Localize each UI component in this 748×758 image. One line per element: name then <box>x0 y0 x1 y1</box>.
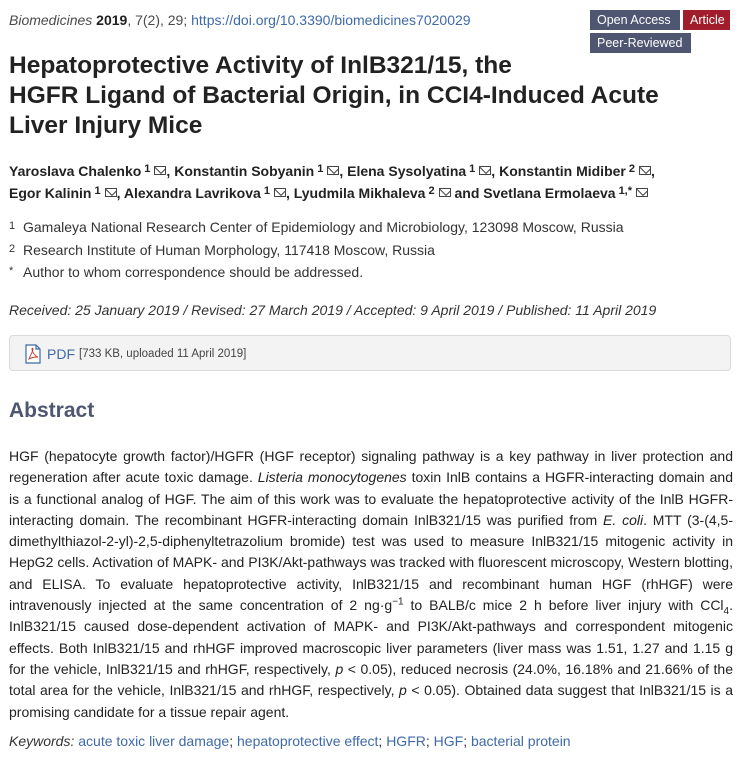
keywords-line: Keywords: acute toxic liver damage; hepatoprotective effect; HGFR; HGF; bacterial protein <box>9 733 571 749</box>
keyword-link[interactable]: hepatoprotective effect <box>237 733 379 749</box>
author[interactable]: Svetlana Ermolaeva $^{1,*}$ <box>483 185 648 201</box>
article-title <box>9 51 739 141</box>
email-icon[interactable] <box>636 188 648 197</box>
author[interactable]: Egor Kalinin $^1$ <box>9 185 117 201</box>
abstract-text: HGF (hepatocyte growth factor)/HGFR (HGF receptor) signaling pathway is a key pathway in liver protection and regeneration after acute toxic damage. Listeria monocytogenes toxin InlB contains a HGFR-interacting domain and is a functional analog of HGF. The aim of this work was to evaluate the hepatoprotective activity of the InlB HGFR-interacting domain. The recombinant HGFR-interacting domain InlB321/15 was purified from E. coli. MTT (3-(4,5-dimethylthiazol-2-yl)-2,5-diphenyltetrazolium bromide) test was used to measure InlB321/15 mitogenic activity in HepG2 cells. Activation of MAPK- and PI3K/Akt-pathways was tracked with fluorescent microscopy, Western blotting, and ELISA. To evaluate hepatoprotective activity, InlB321/15 and recombinant human HGF (rhHGF) were intravenously injected at the same concentration of 2 $ng\cdot g^{-1}$ to BALB/c mice 2 h before liver injury with CCl$_4$. InlB321/15 caused dose-dependent activation of MAPK- and PI3K/Akt-pathways and correspondent mitogenic effects. Both InlB321/15 and rhHGF improved macroscopic liver parameters (liver mass was 1.51, 1.27 and 1.15 g for the vehicle, InlB321/15 and rhHGF, respectively, p < 0.05), reduced necrosis (24.0%, 16.18% and 21.66% of the total area for the vehicle, InlB321/15 and rhHGF, respectively, p < 0.05). Obtained data suggest that InlB321/15 is a promising candidate for a tissue repair agent. <box>9 448 734 720</box>
author[interactable]: Konstantin Sobyanin $^1$ <box>174 163 339 179</box>
author[interactable]: Alexandra Lavrikova $^1$ <box>124 185 286 201</box>
author[interactable]: Elena Sysolyatina $^1$ <box>347 163 491 179</box>
journal-year: 2019 <box>96 12 128 28</box>
author[interactable]: Konstantin Midiber $^2$ <box>499 163 651 179</box>
author[interactable]: Lyudmila Mikhaleva $^2$ <box>294 185 451 201</box>
email-icon[interactable] <box>479 166 491 175</box>
pdf-download-box <box>9 335 731 371</box>
title-line-2: HGFR Ligand of Bacterial Origin, in CCI4-Induced Acute <box>9 82 659 109</box>
author-list: Yaroslava Chalenko $^1$ , Konstantin Sobyanin $^1$ , Elena Sysolyatina $^1$ , Konstantin Midiber $^2$ , Egor Kalinin $^1$ , Alexandra Lavrikova $^1$ , Lyudmila Mikhaleva $^2$ and Svetlana Ermolaeva $^{1,*}$ <box>9 163 655 201</box>
publication-dates: Received: 25 January 2019 / Revised: 27 March 2019 / Accepted: 9 April 2019 / Published: 11 April 2019 <box>9 302 657 318</box>
citation-line <box>9 12 471 28</box>
email-icon[interactable] <box>327 166 339 175</box>
title-line-1: Hepatoprotective Activity of InlB321/15, the <box>9 52 512 79</box>
email-icon[interactable] <box>639 166 651 175</box>
email-icon[interactable] <box>154 166 166 175</box>
keyword-link[interactable]: bacterial protein <box>470 733 571 749</box>
pdf-file-icon[interactable] <box>24 344 42 364</box>
abstract-heading: Abstract <box>9 399 95 422</box>
pdf-download-link[interactable]: PDF <box>47 346 75 362</box>
title-line-3: Liver Injury Mice <box>9 112 203 139</box>
affiliations <box>9 215 733 283</box>
doi-link[interactable]: https://doi.org/10.3390/biomedicines7020029 <box>191 12 471 28</box>
correspondence-note: * Author to whom correspondence should be addressed. <box>9 264 364 280</box>
email-icon[interactable] <box>105 188 117 197</box>
article-type-badge: Article <box>683 10 730 30</box>
pdf-file-info: [733 KB, uploaded 11 April 2019] <box>79 348 247 360</box>
journal-name: Biomedicines <box>9 12 93 28</box>
email-icon[interactable] <box>439 188 451 197</box>
peer-reviewed-badge: Peer-Reviewed <box>590 33 691 53</box>
email-icon[interactable] <box>274 188 286 197</box>
keyword-link[interactable]: HGFR <box>386 733 426 749</box>
journal-volume: , 7(2), 29; <box>127 12 192 28</box>
affiliation-item: 1 Gamaleya National Research Center of Epidemiology and Microbiology, 123098 Moscow, Russia <box>9 219 624 235</box>
open-access-badge: Open Access <box>590 10 680 30</box>
affiliation-item: 2 Research Institute of Human Morphology, 117418 Moscow, Russia <box>9 241 435 258</box>
keyword-link[interactable]: HGF <box>433 733 464 749</box>
keyword-link[interactable]: acute toxic liver damage <box>78 733 230 749</box>
keywords-label: Keywords: <box>9 733 75 749</box>
author[interactable]: Yaroslava Chalenko $^1$ <box>9 163 166 179</box>
